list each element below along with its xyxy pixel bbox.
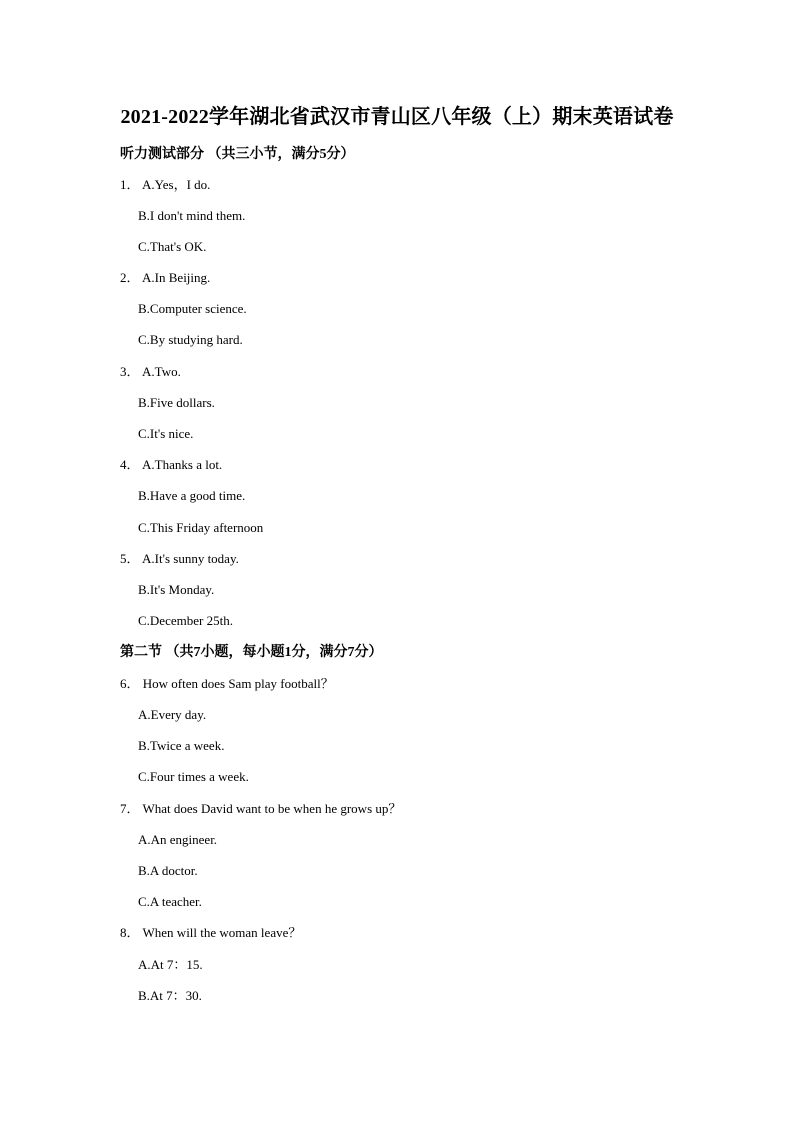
question-1: 1． A.Yes，I do. bbox=[120, 177, 211, 192]
question-1-option-b: B.I don't mind them. bbox=[138, 208, 246, 223]
question-1-option-c: C.That's OK. bbox=[138, 239, 207, 254]
question-8-option-a: A.At 7：15. bbox=[138, 957, 203, 972]
question-5-option-b: B.It's Monday. bbox=[138, 582, 215, 597]
question-4-option-b: B.Have a good time. bbox=[138, 488, 246, 503]
question-7-option-c: C.A teacher. bbox=[138, 894, 202, 909]
question-3: 3． A.Two. bbox=[120, 364, 181, 379]
question-6: 6． How often does Sam play football？ bbox=[120, 676, 334, 691]
question-2-option-c: C.By studying hard. bbox=[138, 332, 243, 347]
question-2-option-b: B.Computer science. bbox=[138, 301, 247, 316]
section-heading-part-two: 第二节 （共7小题，每小题1分，满分7分） bbox=[120, 645, 383, 660]
question-4-option-c: C.This Friday afternoon bbox=[138, 520, 264, 535]
question-7: 7． What does David want to be when he grows up？ bbox=[120, 801, 402, 816]
question-5: 5． A.It's sunny today. bbox=[120, 551, 239, 566]
page-title: 2021-2022学年湖北省武汉市青山区八年级（上）期末英语试卷 bbox=[120, 106, 674, 128]
section-heading-listening: 听力测试部分 （共三小节，满分5分） bbox=[120, 147, 355, 162]
question-6-option-c: C.Four times a week. bbox=[138, 769, 249, 784]
question-6-option-a: A.Every day. bbox=[138, 707, 207, 722]
question-3-option-c: C.It's nice. bbox=[138, 426, 194, 441]
question-3-option-b: B.Five dollars. bbox=[138, 395, 215, 410]
question-7-option-a: A.An engineer. bbox=[138, 832, 218, 847]
question-4: 4． A.Thanks a lot. bbox=[120, 457, 223, 472]
question-2: 2． A.In Beijing. bbox=[120, 270, 211, 285]
question-7-option-b: B.A doctor. bbox=[138, 863, 198, 878]
question-5-option-c: C.December 25th. bbox=[138, 613, 233, 628]
question-8: 8． When will the woman leave？ bbox=[120, 925, 302, 940]
question-8-option-b: B.At 7：30. bbox=[138, 988, 202, 1003]
question-6-option-b: B.Twice a week. bbox=[138, 738, 225, 753]
